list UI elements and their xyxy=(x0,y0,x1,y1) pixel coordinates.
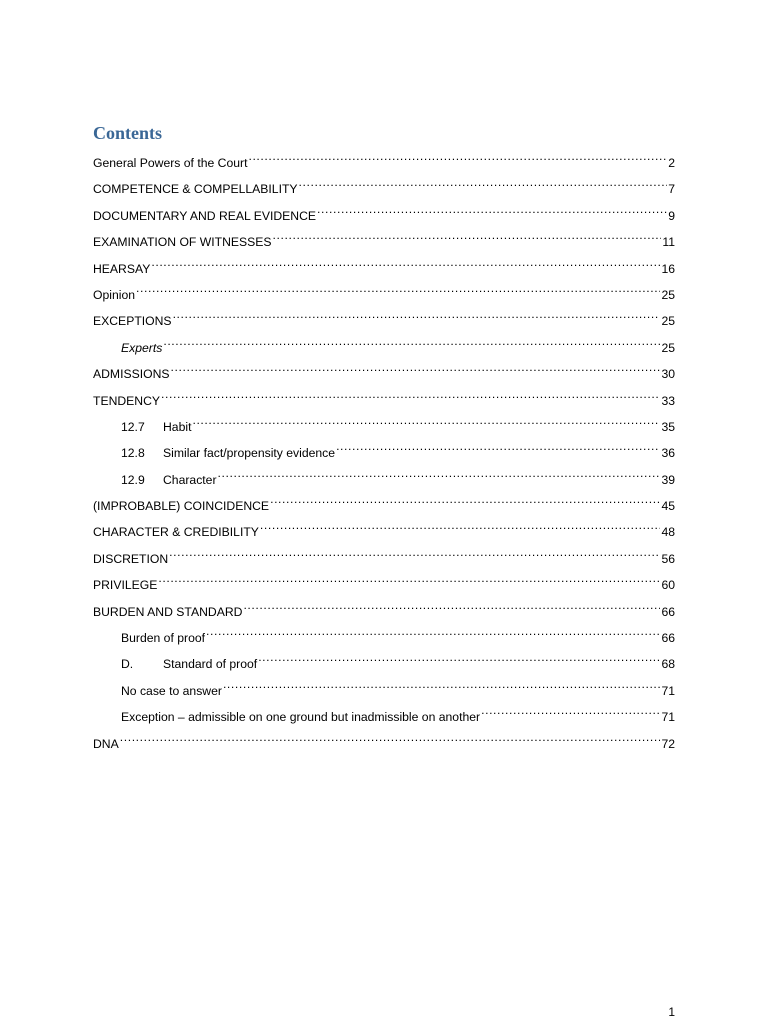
toc-entry-title: Experts xyxy=(121,340,163,355)
toc-entry-page: 45 xyxy=(661,499,675,514)
toc-subentry[interactable] xyxy=(93,330,675,356)
toc-entry-title: ADMISSIONS xyxy=(93,367,170,382)
toc-entry-title: Opinion xyxy=(93,287,136,302)
toc-entry[interactable] xyxy=(93,251,675,277)
toc-entry-page: 35 xyxy=(661,419,675,434)
toc-entry[interactable] xyxy=(93,514,675,540)
toc-entry[interactable] xyxy=(93,356,675,382)
toc-entry-page: 39 xyxy=(661,472,675,487)
toc-entry-page: 7 xyxy=(668,182,675,197)
toc-entry[interactable] xyxy=(93,171,675,197)
dot-leader xyxy=(192,409,660,431)
toc-entry[interactable] xyxy=(93,303,675,329)
dot-leader xyxy=(248,145,667,167)
toc-entry[interactable] xyxy=(93,726,675,752)
dot-leader xyxy=(260,514,661,536)
toc-entry-page: 60 xyxy=(661,578,675,593)
toc-entry-title: (IMPROBABLE) COINCIDENCE xyxy=(93,499,270,514)
toc-entry-page: 30 xyxy=(661,367,675,382)
toc-entry-page: 2 xyxy=(668,156,675,170)
toc-subentry[interactable] xyxy=(93,409,675,435)
toc-subentry[interactable] xyxy=(93,462,675,488)
toc-entry[interactable] xyxy=(93,594,675,620)
toc-entry-title: DNA xyxy=(93,736,119,751)
toc-entry-page: 25 xyxy=(661,340,675,355)
toc-entry-title: DOCUMENTARY AND REAL EVIDENCE xyxy=(93,208,317,223)
toc-entry-page: 16 xyxy=(661,261,675,276)
toc-entry-title: EXAMINATION OF WITNESSES xyxy=(93,235,272,250)
toc-entry[interactable] xyxy=(93,198,675,224)
dot-leader xyxy=(206,620,660,642)
toc-entry-title: TENDENCY xyxy=(93,393,161,408)
toc-entry-title: PRIVILEGE xyxy=(93,578,158,593)
toc-entry-page: 68 xyxy=(661,657,675,672)
dot-leader xyxy=(171,356,661,378)
toc-entry-number: 12.8 xyxy=(121,446,145,461)
dot-leader xyxy=(223,673,661,695)
toc-entry-number: 12.9 xyxy=(121,472,145,487)
dot-leader xyxy=(258,646,660,668)
page-number: 1 xyxy=(668,1005,675,1019)
toc-entry-page: 9 xyxy=(668,208,675,223)
dot-leader xyxy=(317,198,667,220)
toc-entry[interactable] xyxy=(93,567,675,593)
dot-leader xyxy=(173,303,661,325)
toc-subentry[interactable] xyxy=(93,435,675,461)
toc-entry-page: 71 xyxy=(661,710,675,725)
toc-entry-title: No case to answer xyxy=(121,683,222,698)
toc-entry-number: D. xyxy=(121,657,134,672)
toc-entry[interactable] xyxy=(93,145,675,171)
toc-entry-page: 48 xyxy=(661,525,675,540)
dot-leader xyxy=(336,435,660,457)
dot-leader xyxy=(151,251,660,273)
toc-entry-title: Character xyxy=(163,472,217,487)
dot-leader xyxy=(270,488,660,510)
dot-leader xyxy=(169,541,660,563)
dot-leader xyxy=(136,277,660,299)
toc-entry-page: 25 xyxy=(661,287,675,302)
toc-list xyxy=(93,145,675,752)
toc-entry-number: 12.7 xyxy=(121,419,145,434)
toc-entry-page: 36 xyxy=(661,446,675,461)
toc-entry-title: Burden of proof xyxy=(121,631,206,646)
toc-entry-title: DISCRETION xyxy=(93,551,169,566)
dot-leader xyxy=(161,383,660,405)
toc-entry-title: Similar fact/propensity evidence xyxy=(163,446,336,461)
toc-entry-title: HEARSAY xyxy=(93,261,151,276)
toc-entry[interactable] xyxy=(93,541,675,567)
toc-entry-page: 66 xyxy=(661,631,675,646)
toc-entry-title: COMPETENCE & COMPELLABILITY xyxy=(93,182,298,197)
dot-leader xyxy=(273,224,662,246)
toc-entry[interactable] xyxy=(93,383,675,409)
toc-subentry[interactable] xyxy=(93,646,675,672)
toc-entry-title: BURDEN AND STANDARD xyxy=(93,604,243,619)
toc-entry-title: General Powers of the Court xyxy=(93,156,248,170)
toc-entry-page: 11 xyxy=(662,235,675,250)
toc-entry-title: CHARACTER & CREDIBILITY xyxy=(93,525,259,540)
dot-leader xyxy=(163,330,660,352)
dot-leader xyxy=(158,567,660,589)
toc-entry-title: Exception – admissible on one ground but inadmissible on another xyxy=(121,710,481,725)
toc-heading: Contents xyxy=(93,123,163,143)
toc-entry-title: Habit xyxy=(163,419,192,434)
toc-entry-title: EXCEPTIONS xyxy=(93,314,172,329)
toc-entry-page: 71 xyxy=(661,683,675,698)
dot-leader xyxy=(481,699,660,721)
toc-subentry[interactable] xyxy=(93,699,675,725)
toc-entry-page: 25 xyxy=(661,314,675,329)
toc-entry-page: 66 xyxy=(661,604,675,619)
toc-entry[interactable] xyxy=(93,277,675,303)
toc-subentry[interactable] xyxy=(93,620,675,646)
toc-entry-title: Standard of proof xyxy=(163,657,258,672)
toc-entry-page: 72 xyxy=(661,736,675,751)
toc-entry[interactable] xyxy=(93,224,675,250)
toc-entry-page: 56 xyxy=(661,551,675,566)
toc-entry-page: 33 xyxy=(661,393,675,408)
dot-leader xyxy=(243,594,660,616)
toc-entry[interactable] xyxy=(93,488,675,514)
dot-leader xyxy=(120,726,661,748)
toc-subentry[interactable] xyxy=(93,673,675,699)
dot-leader xyxy=(218,462,661,484)
dot-leader xyxy=(299,171,668,193)
